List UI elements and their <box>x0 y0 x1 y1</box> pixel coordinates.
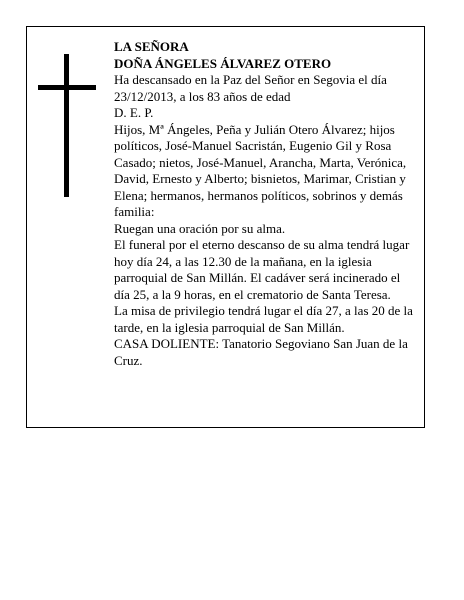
mass-details: La misa de privilegio tendrá lugar el día 27, a las 20 de la tarde, en la iglesia parroquial de San Millán. <box>114 303 413 335</box>
cross-vertical-bar <box>64 54 69 197</box>
cross-horizontal-bar <box>38 85 96 90</box>
deceased-name: DOÑA ÁNGELES ÁLVAREZ OTERO <box>114 55 332 71</box>
cross-icon <box>38 54 96 197</box>
notice-heading: LA SEÑORA <box>114 39 189 54</box>
mourning-house: CASA DOLIENTE: Tanatorio Segoviano San Juan de la Cruz. <box>114 336 408 368</box>
rip-text: D. E. P. <box>114 105 154 120</box>
obituary-text <box>114 39 416 369</box>
funeral-details: El funeral por el eterno descanso de su alma tendrá lugar hoy día 24, a las 12.30 de la mañana, en la iglesia parroquial de San Millán. El cadáver será incinerado el día 25, a la 9 horas, en el crematorio de Santa Teresa. <box>114 237 410 302</box>
death-announcement: Ha descansado en la Paz del Señor en Segovia el día 23/12/2013, a los 83 años de edad <box>114 72 387 104</box>
prayer-request: Ruegan una oración por su alma. <box>114 220 286 236</box>
family-list: Hijos, Mª Ángeles, Peña y Julián Otero Álvarez; hijos políticos, José-Manuel Sacristán, Eugenio Gil y Rosa Casado; nietos, José-Manuel, Arancha, Marta, Verónica, David, Ernesto y Alberto; bisnietos, Marimar, Cristian y Elena; hermanos, hermanos políticos, sobrinos y demás familia: <box>114 121 407 219</box>
